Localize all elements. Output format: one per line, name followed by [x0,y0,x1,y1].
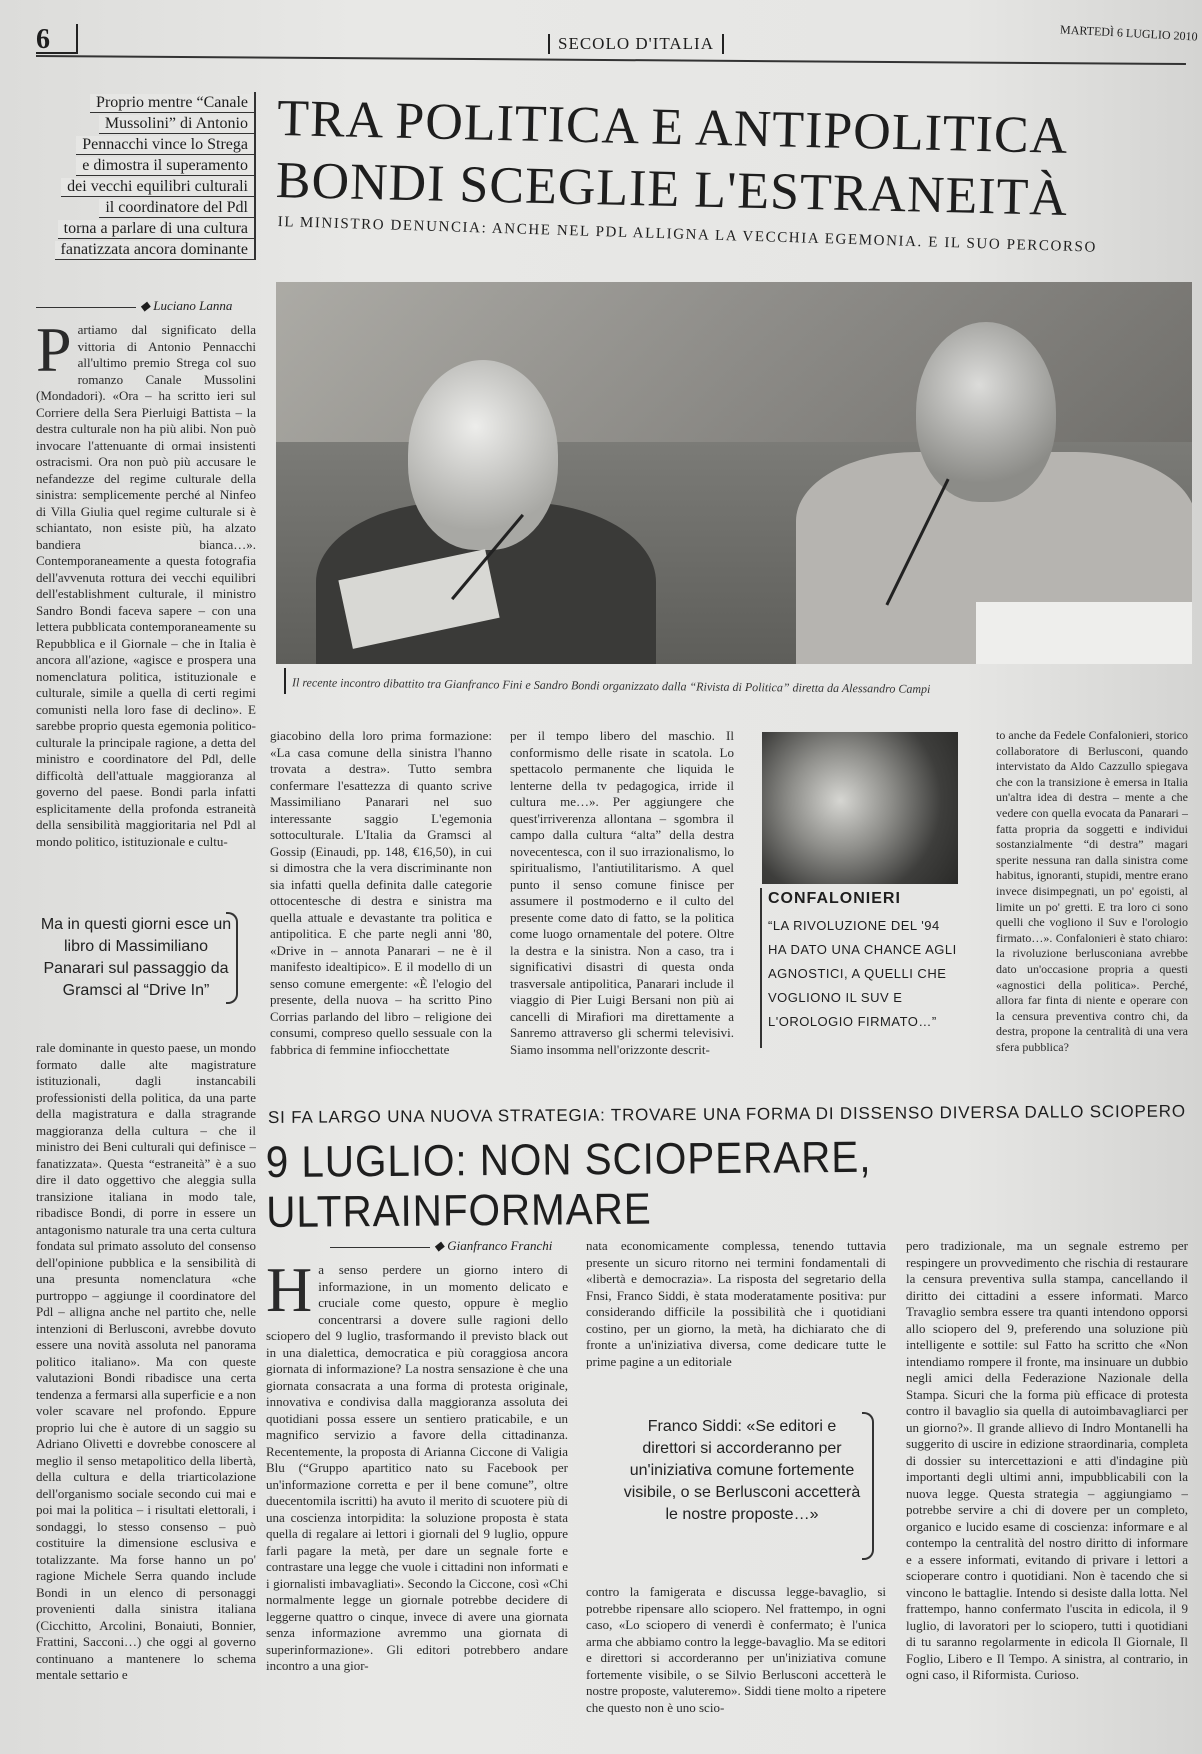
kicker-line: Proprio mentre “Canale [90,94,254,113]
header-rule [36,55,1186,65]
pullquote-bracket [226,912,238,1004]
kicker-line: e dimostra il superamento [76,157,254,176]
confalonieri-photo [762,732,958,884]
article1-column-4: to anche da Fedele Confalonieri, storico collaboratore di Berlusconi, quando intervistato da Aldo Cazzullo spiegava che con la transizione è emersa in Italia un'altra idea di destra – mente a che vedere con quella evocata da Panarari – fatta propria da soggetti e individui sostanzialmente “di destra” magari sperite nessuna ran dalla sinistra come habitus, ignoranti, stupidi, mentre erano invece disimpegnati, un po' egoisti, al limite un po' gretti. E tra loro ci sono quelli che vogliono il Suv e l'orologio firmato…». Confalonieri è stato chiaro: la rivoluzione berlusconiana avrebbe dato un'occasione propria a questi «agnostici della politica». Perché, allora far finta di niente e operare con la censura preventiva contro chi, da destra, propone la centralità di una vera sfera pubblica? [996,728,1188,1054]
headline-line-1: TRA POLITICA E ANTIPOLITICA [276,89,1069,165]
byline-1: ◆ Luciano Lanna [36,298,232,314]
confalonieri-name: CONFALONIERI [768,890,901,907]
main-headline [275,88,1188,233]
article1-column-2: giacobino della loro prima formazione: «La casa comune della sinistra l'hanno trovata a destra». Tutto sembra confermare l'esattezza di quanto scrive Massimiliano Panarari nel suo interessante saggio L'egemonia sottoculturale. L'Italia da Gramsci al Gossip (Einaudi, pp. 148, €16,50), in cui si dimostra che la vera discriminante non sia infatti quella definita dalle categorie ottocentesche di destra e sinistra ma quella attuale e devastante tra politica e antipolitica. E che parte negli anni '80, «Drive in – annota Panarari – ne è il manifesto idealtipico». E il modello di un senso comune emergente: «È l'elogio del presente, della nuova – ha scritto Pino Corrias parlando del libro – religione dei consumi, compreso quello sessuale con la fabbrica di femmine infiocchettate [270,728,492,1057]
drop-cap: H [266,1262,313,1325]
photo-person-left-head [408,360,558,550]
article2-column-1 [266,1262,568,1732]
author-name: Gianfranco Franchi [447,1238,553,1253]
headline-line-2: BONDI SCEGLIE L'ESTRANEITÀ [275,151,1069,227]
kicker-line: fanatizzata ancora dominante [55,241,254,260]
byline-rule [330,1247,430,1248]
article2-column-2b: contro la famigerata e discussa legge-bavaglio, si potrebbe ripensare allo sciopero. Nel frattempo, in ogni caso, «Lo sciopero di venerdì è confermato; è l'unica arma che abbiamo contro la legge-bavaglio. Ma se editori e direttori si accorderanno per un'iniziativa comune fortemente visibile, o se Silvio Berlusconi accetterà le nostre proposte, valuteremo». Siddi tiene molto a ripetere che questo non è uno scio- [586,1584,886,1715]
kicker-box [36,92,256,260]
kicker-line: torna a parlare di una cultura [58,220,254,239]
body-text: a senso perdere un giorno intero di informazione, in un momento delicato e cruciale come questo, oppure è meglio concentrarsi a dovere sulle ragioni dello sciopero del 9 luglio, trasformando il previsto black out in una dialettica, democratica e più coraggiosa ancora giornata di informazione? La nostra sensazione è che una giornata consacrata a una forma di protesta originale, innovativa e condivisa dalla maggioranza assoluta dei quotidiani possa essere un sentiero praticabile, e un magnifico servizio a favore della cittadinanza. Recentemente, la proposta di Arianna Ciccone di Valigia Blu (“Gruppo apartitico nato su Facebook per un'informazione corretta e per il bene comune”, oltre duecentomila iscritti) ha avuto il merito di scuotere più di una coscienza intorpidita: la soluzione proposta è stata quella di regalare ai lettori i giornali del 9 luglio, oppure farli pagare la metà, per dare un segnale forte e contrastare una legge che vuole i cittadini non informati e i giornalisti imbavagliati». Secondo la Ciccone, così «Chi normalmente legge un giornale potrebbe decidere di leggerne quattro o cinque, invece di avere una giornata senza informazione avremmo una giornata di superinformazione». Gli editori potrebbero andare incontro a una gior- [266,1262,568,1673]
drop-cap: P [36,322,72,385]
photo-person-right-head [916,322,1056,502]
byline-2: ◆ Gianfranco Franchi [330,1238,552,1254]
photo-papers [976,602,1192,664]
masthead: SECOLO D'ITALIA [548,34,724,54]
article1-column-1b: rale dominante in questo paese, un mondo formato dalle alte magistrature istituzionali, dagli instancabili professionisti della politica, da una parte della magistratura e dalla stragrande maggioranza della cultura – che il ministro dei Beni culturali qui definisce – fanatizzata». Questa “estraneità” è a suo dire il dato oggettivo che aleggia sulla transizione italiana in modo tale, ribadisce Bondi, di porre in essere un antagonismo naturale tra una certa cultura fondata sul primato assoluto del consenso dell'opinione pubblica e la sensibilità di una presunta nomenclatura «che purtroppo – aggiunge il coordinatore del Pdl – alligna anche nel partito che, nelle intenzioni di Berlusconi, avrebbe dovuto essere una novità assoluta nel panorama politico italiano». Ma con queste valutazioni Bondi ribadisce una certa tendenza a fermarsi alla superficie e a non voler scavare nel profondo. Eppure proprio lui che è autore di un saggio su Adriano Olivetti e dovrebbe conoscere al meglio il senso metapolitico della libertà, della cultura e della triarticolazione dell'organismo sociale secondo cui mai e poi mai la politica – i risultati elettorali, i sondaggi, lo stesso consenso – può costituire la dimensione esclusiva e totalizzante. Ma forse hanno un po' ragione Michele Serra quando include Bondi in un elenco di personaggi provenienti dalla sinistra italiana (Cicchitto, Arcolini, Bonaiuti, Bonnier, Frattini, Sacconi…) che oggi al governo continuano a mantenere lo schema mentale settario e [36,1040,256,1682]
article2-column-3: pero tradizionale, ma un segnale estremo per respingere un provvedimento che rischia di restaurare la censura preventiva sulla stampa, cancellando il diritto dei cittadini a essere informati. Marco Travaglio sembra essere tra quanti intendono opporsi allo sciopero del 9, preferendo una soluzione più intelligente e sottile: sul Fatto ha scritto che «Non intendiamo rompere il fronte, ma insinuare un dubbio negli amici della Federazione Nazionale della Stampa. Sicuri che la forma più efficace di protesta contro il bavaglio sia quella di autoimbavagliarci per un giorno?». Il grande allievo di Indro Montanelli ha suggerito di uscire in edizione straordinaria, completa di dossier su intercettazioni e atti d'indagine più importanti degli ultimi anni, impubblicabili con la nuova legge. Questa strategia – aggiungiamo – potrebbe servire a chi di dovere per un completo, organico e lucido esame di coscienza: informare e al contempo la centralità del nostro diritto di informare e a essere informati, evitando di privare i lettori a scioperare contro i quotidiani. Non è tacendo che si vincono le battaglie. Intendo si desiste dalla lotta. Nel frattempo, hanno confermato l'uscita in edicola, il 9 luglio, di lavoratori per lo sciopero, tutti i quotidiani di tu saranno regolarmente in edicola Il Giornale, Il Foglio, Libero e Il Tempo. A sinistra, al contrario, in ogni caso, il Riformista. Curioso. [906,1238,1188,1682]
confalonieri-quote: “LA RIVOLUZIONE DEL '94 HA DATO UNA CHANCE AGLI AGNOSTICI, A QUELLI CHE VOGLIONO IL SUV E L'OROLOGIO FIRMATO…” [768,918,957,1029]
pullquote-1: Ma in questi giorni esce un libro di Massimiliano Panarari sul passaggio da Gramsci al “Drive In” [40,916,232,999]
article1-column-3: per il tempo libero del maschio. Il conformismo delle risate in scatola. Lo spettacolo permanente che liquida le lenterne della tv pedagogica, irride il cultura me…». Per aggiungere che quest'irriverenza allontana – sgombra il campo dalla cultura “alta” della destra novecentesca, con il suo irrazionalismo, lo spiritualismo, l'antiutilitarismo. A quel punto il senso comune finisce per assumere il postmoderno e il culto del presente come dato di fatto, se la politica come luogo ornamentale del potere. Oltre la destra e la sinistra. Non a caso, tra i significativi disastri di questa onda trasversale antipolitica, Panarari include il viaggio di Pier Luigi Bersani non più ai cancelli di Mirafiori ma direttamente a Sanremo attraverso gli schermi televisivi. Siamo insomma nell'orizzonte descrit- [510,728,734,1057]
kicker-line: il coordinatore del Pdl [99,199,254,218]
article2-headline: 9 LUGLIO: NON SCIOPERARE, ULTRAINFORMARE [265,1132,872,1237]
kicker-line: Mussolini” di Antonio [99,115,254,134]
kicker-line: Pennacchi vince lo Strega [76,136,254,155]
pullquote-2: Franco Siddi: «Se editori e direttori si accorderanno per un'iniziativa comune fortemente visibile, o se Berlusconi accetterà le nostre proposte…» [623,1418,861,1523]
article1-column-1 [36,322,256,888]
subheadline: IL MINISTRO DENUNCIA: ANCHE NEL PDL ALLIGNA LA VECCHIA EGEMONIA. E IL SUO PERCORSO [277,214,1098,256]
issue-date: MARTEDÌ 6 LUGLIO 2010 [1059,22,1198,44]
caption-rule [284,668,286,694]
author-name: Luciano Lanna [153,298,233,313]
event-photo [276,282,1192,664]
byline-rule [36,307,136,308]
photo-caption: Il recente incontro dibattito tra Gianfranco Fini e Sandro Bondi organizzato dalla “Rivista di Politica” diretta da Alessandro Campi [291,675,931,696]
article2-kicker: SI FA LARGO UNA NUOVA STRATEGIA: TROVARE UNA FORMA DI DISSENSO DIVERSA DALLO SCIOPERO [267,1101,1186,1127]
pullquote-bracket [862,1412,874,1560]
quote-rule [760,888,762,1048]
page-number: 6 [36,24,78,54]
article2-column-2: nata economicamente complessa, tenendo tuttavia presente un sicuro ritorno nei termini fondamentali di «libertà e democrazia». La risposta del segretario della Fnsi, Franco Siddi, è stata moderatamente positiva: pur considerando difficile la possibilità che i quotidiani costino, per un giorno, la metà, ha dichiarato che di fronte a un'iniziativa diversa, come dedicare tutte le prime pagine a un editoriale [586,1238,886,1369]
kicker-line: dei vecchi equilibri culturali [61,178,254,197]
body-text: artiamo dal significato della vittoria di Antonio Pennacchi all'ultimo premio Strega col suo romanzo Canale Mussolini (Mondadori). «Ora – ha scritto ieri sul Corriere della Sera Pierluigi Battista – la destra culturale non ha più alibi. Non può invocare l'attenuante di ormai insistenti ostracismi. Ora non può più accusare le nefandezze del regime culturale della sinistra: semplicemente perché al Ninfeo di Villa Giulia quel regime culturale si è schiantato, non esiste più, ha alzato bandiera bianca…». Contemporaneamente a questa fotografia dell'avvenuta rottura dei vecchi equilibri dell'establishment culturale, il ministro Sandro Bondi faceva sapere – con una lettera pubblicata contemporaneamente su Repubblica e il Giornale – che in Italia è ancora all'azione, «agisce e prospera una nomenclatura politica, istituzionale e culturale, simile a quella di certi regimi comunisti nella loro fase di declino». E sarebbe proprio questa egemonia politico-culturale la principale ragione, a detta del ministro e coordinatore del Pdl, delle difficoltà dell'attuale maggioranza al governo del paese. Bondi parla infatti esplicitamente della profonda estraneità della sensibilità maggioritaria nel Pdl al mondo politico, istituzionale e cultu- [36,322,256,849]
